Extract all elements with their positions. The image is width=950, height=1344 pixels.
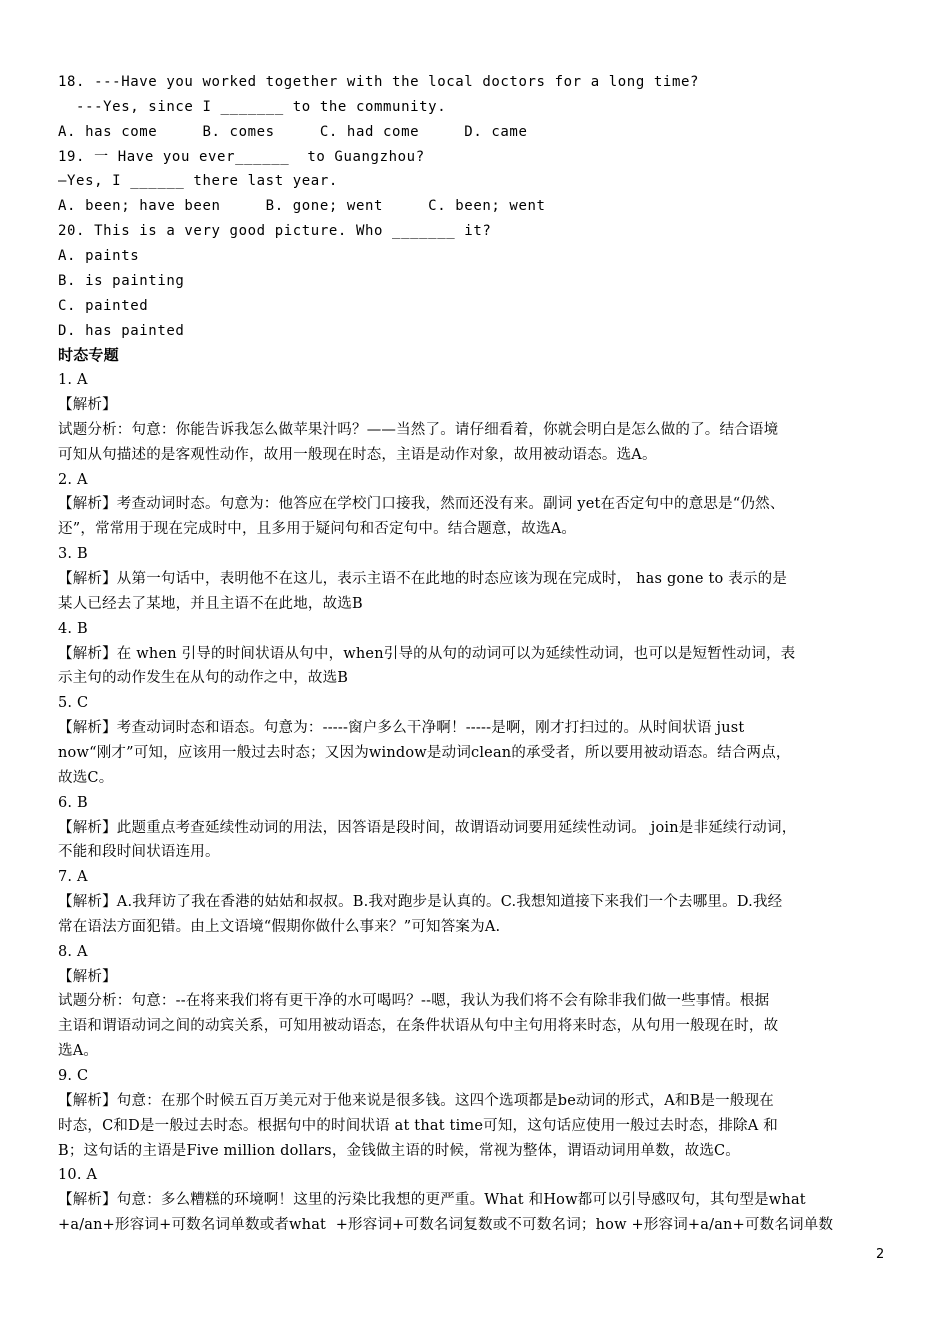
text-line: 【解析】从第一句话中，表明他不在这儿，表示主语不在此地的时态应该为现在完成时， has gone to 表示的是 [58, 571, 788, 587]
text-line: 选A。 [58, 1043, 99, 1060]
text-line: 【解析】句意：多么糟糕的环境啊！这里的污染比我想的更严重。What 和How都可以引导感叹句，其句型是what [58, 1192, 806, 1209]
text-line: 示主句的动作发生在从句的动作之中，故选B [58, 670, 349, 687]
text-line: 【解析】此题重点考查延续性动词的用法，因答语是段时间，故谓语动词要用延续性动词。 join是非延续行动词， [58, 819, 797, 836]
text-line: 2. A [58, 471, 88, 488]
text-line: 【解析】A.我拜访了我在香港的姑姑和叔叔。B.我对跑步是认真的。C.我想知道接下来我们一个去哪里。D.我经 [58, 894, 783, 911]
text-line: 8. A [58, 943, 88, 960]
text-line: 可知从句描述的是客观性动作，故用一般现在时态，主语是动作对象，故用被动语态。选A。 [58, 446, 657, 463]
text-line: +a/an+形容词+可数名词单数或者what +形容词+可数名词复数或不可数名词；how +形容词+a/an+可数名词单数 [58, 1217, 834, 1234]
text-line: 试题分析：句意：--在将来我们将有更干净的水可喝吗？--嗯，我认为我们将不会有除非我们做一些事情。根据 [58, 993, 770, 1010]
text-line: B. is painting [58, 272, 185, 289]
text-line: 时态，C和D是一般过去时态。根据句中的时间状语 at that time可知，这句话应使用一般过去时态，排除A 和 [58, 1117, 778, 1134]
text-line: 9. C [58, 1068, 89, 1084]
text-line: 【解析】考查动词时态。句意为：他答应在学校门口接我，然而还没有来。副词 yet在否定句中的意思是“仍然、 [58, 496, 785, 513]
text-line: B；这句话的主语是Five million dollars，金钱做主语的时候，常视为整体，谓语动词用单数，故选C。 [58, 1142, 741, 1159]
text-line: 某人已经去了某地，并且主语不在此地，故选B [58, 595, 363, 612]
text-line: ---Yes, since I _______ to the community. [58, 98, 447, 115]
text-line: 6. B [58, 794, 88, 811]
text-line: 4. B [58, 620, 88, 637]
text-line: now“刚才”可知，应该用一般过去时态；又因为window是动词clean的承受者，所以要用被动语态。结合两点， [58, 744, 791, 761]
text-line: 【解析】考查动词时态和语态。句意为：-----窗户多么干净啊！-----是啊，刚才打扫过的。从时间状语 just [58, 720, 745, 737]
text-line: 【解析】 [58, 968, 117, 985]
text-line: 18. ---Have you worked together with the local doctors for a long time? [58, 74, 700, 90]
text-line: 主语和谓语动词之间的动宾关系，可知用被动语态，在条件状语从句中主句用将来时态，从句用一般现在时，故 [58, 1018, 779, 1035]
text-line: 故选C。 [58, 769, 114, 786]
page-number: 2 [876, 1247, 885, 1262]
text-line: A. paints [58, 247, 140, 264]
text-line: 试题分析：句意：你能告诉我怎么做苹果汁吗？——当然了。请仔细看着，你就会明白是怎么做的了。结合语境 [58, 421, 779, 438]
text-line: 19. 一 Have you ever______ to Guangzhou? [58, 148, 425, 165]
text-line: 5. C [58, 695, 89, 712]
text-line: —Yes, I ______ there last year. [58, 173, 338, 190]
text-line: 7. A [58, 869, 88, 886]
section-heading: 时态专题 [58, 346, 119, 365]
text-line: 10. A [58, 1167, 98, 1184]
text-line: 20. This is a very good picture. Who _______ it? [58, 223, 492, 240]
text-line: D. has painted [58, 322, 185, 339]
text-line: 【解析】句意：在那个时候五百万美元对于他来说是很多钱。这四个选项都是be动词的形式，A和B是一般现在 [58, 1092, 774, 1109]
text-line: 【解析】在 when 引导的时间状语从句中，when引导的从句的动词可以为延续性动词，也可以是短暂性动词，表 [58, 645, 796, 662]
text-line: 常在语法方面犯错。由上文语境“假期你做什么事来？”可知答案为A. [58, 918, 501, 935]
text-line: A. been; have been B. gone; went C. been; went [58, 198, 546, 215]
text-line: 还”，常常用于现在完成时中，且多用于疑问句和否定句中。结合题意，故选A。 [58, 521, 577, 538]
text-line: 3. B [58, 546, 88, 563]
text-line: 【解析】 [58, 397, 117, 414]
text-line: 1. A [58, 372, 88, 389]
text-line: A. has come B. comes C. had come D. came [58, 123, 528, 140]
text-line: 不能和段时间状语连用。 [58, 844, 220, 861]
text-line: C. painted [58, 297, 149, 314]
